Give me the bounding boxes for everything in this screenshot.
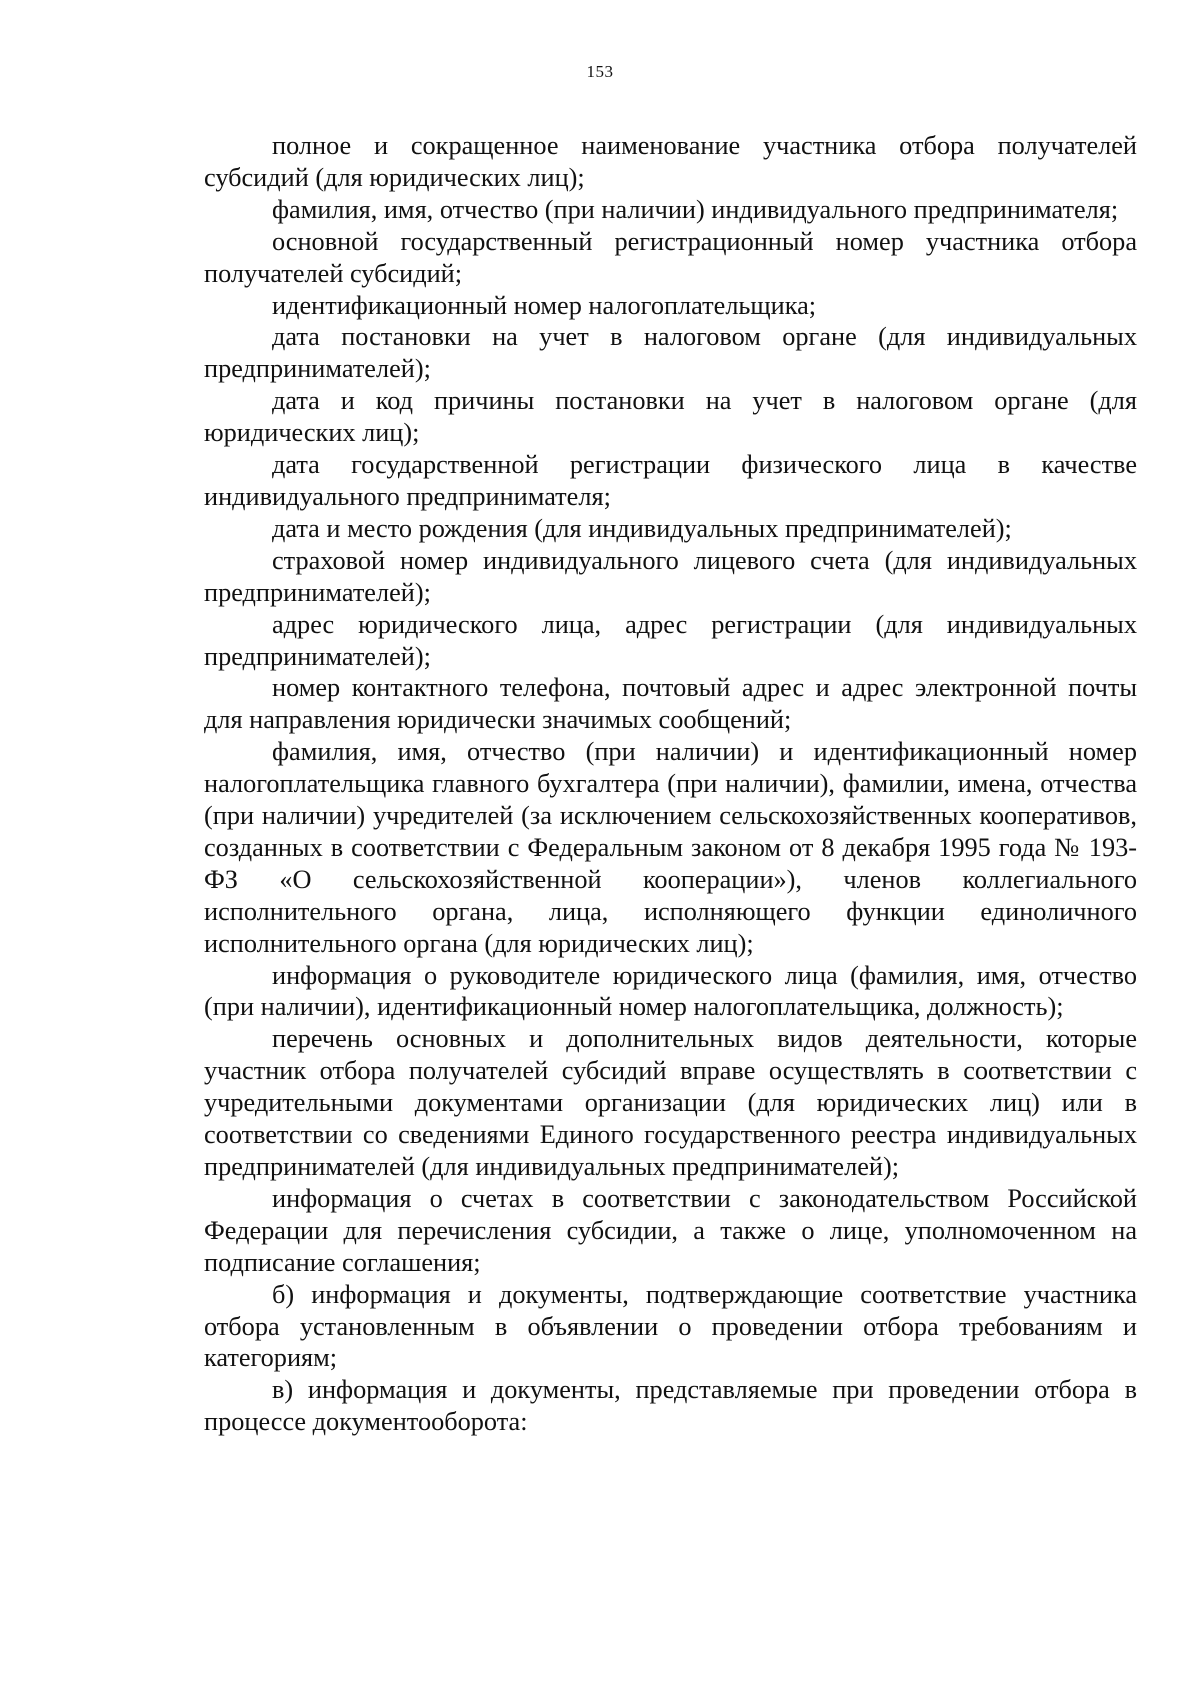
paragraph: идентификационный номер налогоплательщика; <box>272 290 817 320</box>
paragraph: информация о счетах в соответствии с законодательством Российской Федерации для перечисления субсидии, а также о лице, уполномоченном на подписание соглашения; <box>204 1183 1137 1277</box>
paragraph: перечень основных и дополнительных видов деятельности, которые участник отбора получателей субсидий вправе осуществлять в соответствии с учредительными документами организации (для юридических лиц) или в соответствии со сведениями Единого государственного реестра индивидуальных предпринимателей (для индивидуальных предпринимателей); <box>204 1024 1137 1181</box>
document-body <box>204 130 1137 1438</box>
paragraph: адрес юридического лица, адрес регистрации (для индивидуальных предпринимателей); <box>204 609 1137 671</box>
paragraph: основной государственный регистрационный номер участника отбора получателей субсидий; <box>204 226 1137 288</box>
paragraph: фамилия, имя, отчество (при наличии) индивидуального предпринимателя; <box>272 194 1119 224</box>
paragraph: информация о руководителе юридического лица (фамилия, имя, отчество (при наличии), идентификационный номер налогоплательщика, должность); <box>204 960 1137 1022</box>
paragraph: номер контактного телефона, почтовый адрес и адрес электронной почты для направления юридически значимых сообщений; <box>204 673 1137 735</box>
paragraph: дата и место рождения (для индивидуальных предпринимателей); <box>272 513 1012 543</box>
paragraph: страховой номер индивидуального лицевого счета (для индивидуальных предпринимателей); <box>204 545 1137 607</box>
paragraph: полное и сокращенное наименование участника отбора получателей субсидий (для юридических лиц); <box>204 131 1137 192</box>
paragraph: фамилия, имя, отчество (при наличии) и идентификационный номер налогоплательщика главного бухгалтера (при наличии), фамилии, имена, отчества (при наличии) учредителей (за исключением сельскохозяйственных кооперативов, созданных в соответствии с Федеральным законом от 8 декабря 1995 года № 193-ФЗ «О сельскохозяйственной кооперации»), членов коллегиального исполнительного органа, лица, исполняющего функции единоличного исполнительного органа (для юридических лиц); <box>204 737 1137 958</box>
paragraph: дата и код причины постановки на учет в налоговом органе (для юридических лиц); <box>204 386 1137 448</box>
paragraph: в) информация и документы, представляемые при проведении отбора в процессе документооборота: <box>204 1375 1137 1437</box>
paragraph: дата государственной регистрации физического лица в качестве индивидуального предпринимателя; <box>204 450 1137 511</box>
paragraph: дата постановки на учет в налоговом органе (для индивидуальных предпринимателей); <box>204 322 1137 384</box>
page-number: 153 <box>586 62 614 81</box>
paragraph: б) информация и документы, подтверждающие соответствие участника отбора установленным в объявлении о проведении отбора требованиям и категориям; <box>204 1279 1137 1373</box>
